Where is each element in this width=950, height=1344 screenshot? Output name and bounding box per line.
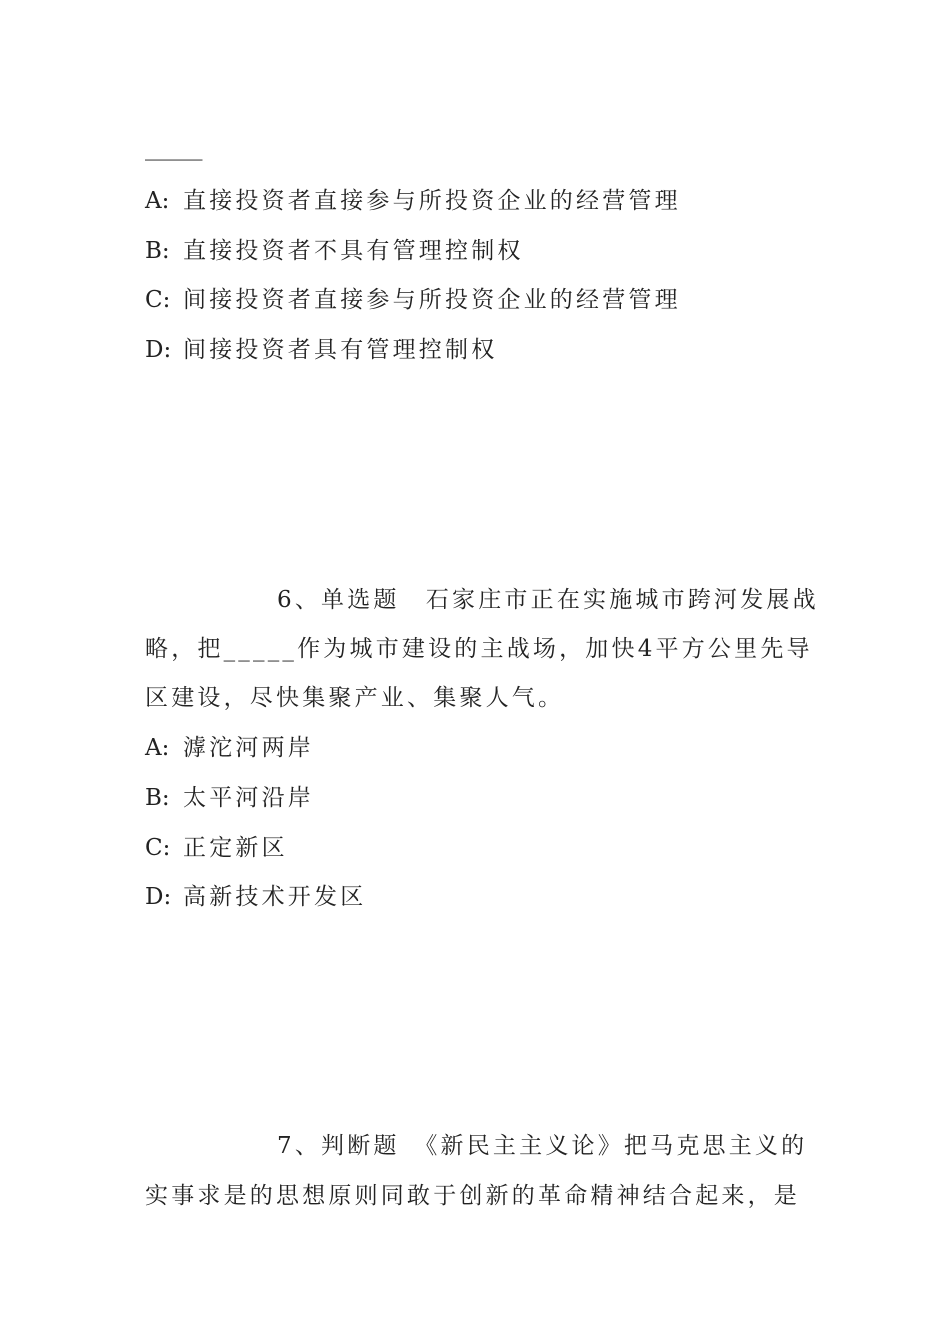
option-a: [145, 186, 681, 216]
question6-option-c: [145, 833, 288, 863]
question7-stem-line2: 实事求是的思想原则同敢于创新的革命精神结合起来，是: [145, 1183, 800, 1209]
question6-option-b: [145, 783, 314, 813]
option-text: 直接投资者不具有管理控制权: [183, 238, 524, 264]
question6-option-a: [145, 733, 314, 763]
option-text: 间接投资者具有管理控制权: [183, 337, 498, 363]
option-letter: A:: [145, 188, 170, 214]
question6-option-d: [145, 882, 366, 912]
option-d: [145, 335, 497, 365]
option-letter: C:: [145, 835, 171, 861]
option-text: 太平河沿岸: [183, 785, 314, 811]
option-letter: A:: [145, 735, 170, 761]
option-b: [145, 236, 524, 266]
option-text: 间接投资者直接参与所投资企业的经营管理: [183, 287, 681, 313]
option-text: 高新技术开发区: [183, 884, 367, 910]
option-text: 正定新区: [183, 835, 288, 861]
option-text: 直接投资者直接参与所投资企业的经营管理: [183, 188, 681, 214]
option-letter: D:: [145, 337, 172, 363]
question6-stem-line1: 6、单选题 石家庄市正在实施城市跨河发展战: [277, 587, 819, 613]
option-c: [145, 285, 681, 315]
option-letter: C:: [145, 287, 171, 313]
option-letter: B:: [145, 238, 170, 264]
option-letter: B:: [145, 785, 170, 811]
question6-stem-line3: 区建设，尽快集聚产业、集聚人气。: [145, 685, 565, 711]
question6-stem-line2: 略，把_____作为城市建设的主战场，加快4平方公里先导: [145, 636, 813, 662]
answer-blank: _____: [145, 135, 203, 161]
option-text: 滹沱河两岸: [183, 735, 314, 761]
question7-stem-line1: 7、判断题 《新民主主义论》把马克思主义的: [277, 1133, 808, 1159]
option-letter: D:: [145, 884, 172, 910]
